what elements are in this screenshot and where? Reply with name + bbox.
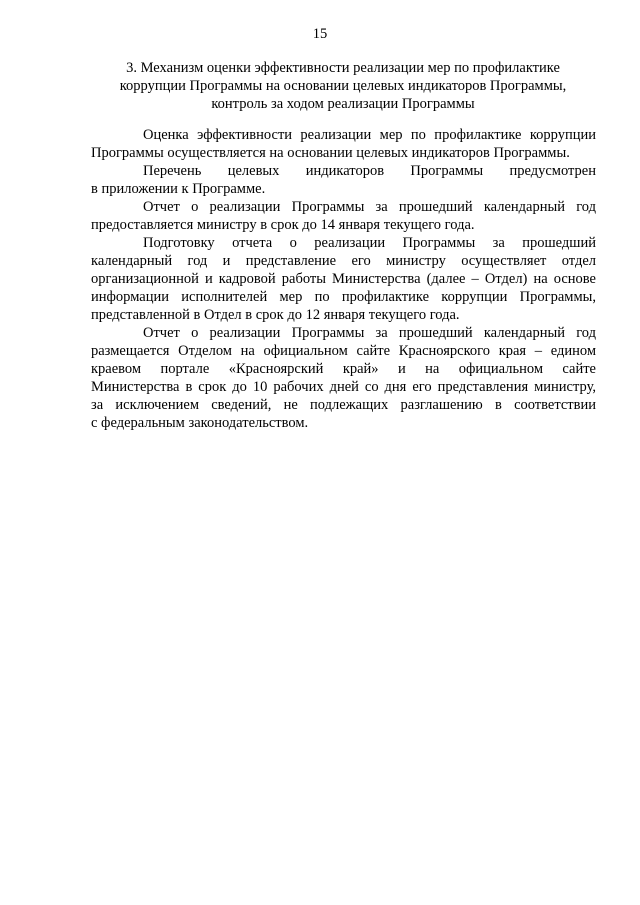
text-line: информации исполнителей мер по профилактике коррупции Программы,: [91, 289, 596, 305]
text-line: Отчет о реализации Программы за прошедший календарный год: [143, 199, 596, 215]
text-line: Отчет о реализации Программы за прошедший календарный год: [143, 325, 596, 341]
page-number: 15: [312, 26, 328, 42]
paragraph-report-publication: [91, 324, 596, 432]
heading-line: контроль за ходом реализации Программы: [211, 96, 475, 112]
paragraph-report-deadline: [91, 198, 596, 234]
paragraph-indicators: [91, 162, 596, 198]
body-text: [91, 126, 596, 432]
text-line: краевом портале «Красноярский край» и на официальном сайте: [91, 361, 596, 377]
text-line: Программы осуществляется на основании целевых индикаторов Программы.: [91, 145, 570, 161]
text-line: размещается Отделом на официальном сайте Красноярского края – едином: [91, 343, 596, 359]
text-line: за исключением сведений, не подлежащих разглашению в соответствии: [91, 397, 596, 413]
text-line: Перечень целевых индикаторов Программы предусмотрен: [143, 163, 596, 179]
text-line: организационной и кадровой работы Министерства (далее – Отдел) на основе: [91, 271, 596, 287]
section-heading: [100, 59, 586, 113]
heading-line: 3. Механизм оценки эффективности реализации мер по профилактике: [126, 60, 560, 76]
text-line: предоставляется министру в срок до 14 января текущего года.: [91, 217, 475, 233]
text-line: в приложении к Программе.: [91, 181, 266, 197]
text-line: календарный год и представление его министру осуществляет отдел: [91, 253, 596, 269]
text-line: Министерства в срок до 10 рабочих дней со дня его представления министру,: [91, 379, 596, 395]
text-line: с федеральным законодательством.: [91, 415, 309, 431]
text-line: представленной в Отдел в срок до 12 января текущего года.: [91, 307, 460, 323]
heading-line: коррупции Программы на основании целевых индикаторов Программы,: [119, 78, 567, 94]
paragraph-report-preparation: [91, 234, 596, 324]
paragraph-evaluation: [91, 126, 596, 162]
text-line: Подготовку отчета о реализации Программы за прошедший: [143, 235, 596, 251]
text-line: Оценка эффективности реализации мер по профилактике коррупции: [143, 127, 596, 143]
